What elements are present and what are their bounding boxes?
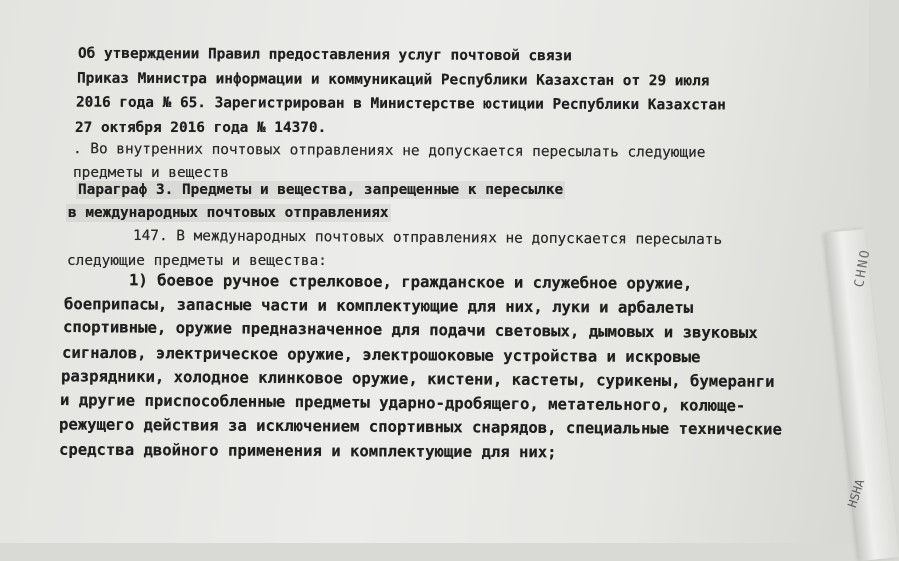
internal-items-line-2: предметы и веществ bbox=[73, 165, 229, 181]
item-1-line-3: спортивные, оружие предназначенное для подачи световых, дымовых и звуковых bbox=[62, 317, 758, 343]
document-title: Об утверждении Правил предоставления услуг почтовой связи bbox=[77, 45, 572, 65]
item-1-line-7: режущего действия за исключением спортивных снарядов, специальные технические bbox=[58, 415, 782, 439]
item-1-line-5: разрядники, холодное клинковое оружие, кистени, кастеты, сурикены, бумеранги bbox=[60, 367, 775, 391]
order-line-1: Приказ Министра информации и коммуникаций Республики Казахстан от 29 июля bbox=[76, 70, 710, 90]
edge-text-fragment-2: HSHA bbox=[845, 477, 868, 510]
item-1-line-2: боеприпасы, запасные части и комплектующие для них, луки и арбалеты bbox=[63, 295, 694, 317]
item-1-line-4: сигналов, электрическое оружие, электрошоковые устройства и искровые bbox=[61, 343, 701, 367]
item-1-line-8: средства двойного применения и комплектующие для них; bbox=[58, 440, 557, 462]
order-line-3: 27 октября 2016 года № 14370. bbox=[75, 120, 327, 136]
internal-items-line-1: . Во внутренних почтовых отправлениях не допускается пересылать следующие bbox=[72, 141, 706, 161]
clause-147-line-1: 147. В международных почтовых отправлениях не допускается пересылать bbox=[132, 227, 723, 249]
order-line-2: 2016 года № 65. Зарегистрирован в Министерстве юстиции Республики Казахстан bbox=[75, 94, 726, 114]
clause-147-line-2: следующие предметы и вещества: bbox=[67, 253, 327, 269]
paragraph-heading-line-2: в международных почтовых отправлениях bbox=[68, 205, 389, 221]
paragraph-heading-line-1: Параграф 3. Предметы и вещества, запрещенные к пересылке bbox=[78, 182, 564, 198]
item-1-line-6: и другие приспособленные предметы ударно-дробящего, метательного, колюще- bbox=[59, 391, 746, 415]
item-1-line-1: 1) боевое ручное стрелковое, гражданское и служебное оружие, bbox=[128, 271, 693, 293]
edge-text-fragment: CHNO bbox=[852, 247, 874, 289]
